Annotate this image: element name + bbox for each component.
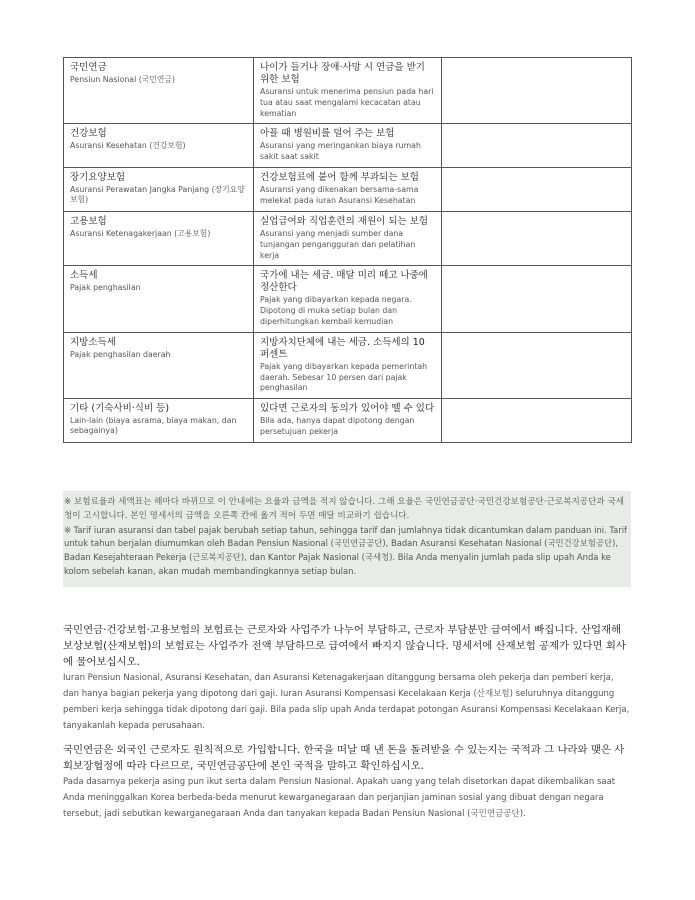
- item-name-cell: [64, 332, 254, 398]
- item-name-cell: [64, 168, 254, 212]
- amount-entry-cell[interactable]: [442, 266, 632, 332]
- item-name-id: Asuransi Kesehatan (건강보험): [70, 141, 186, 151]
- item-desc-kr: 건강보험료에 붙어 함께 부과되는 보험: [260, 172, 419, 184]
- item-desc-cell: [254, 399, 442, 443]
- item-desc-kr: 실업급여와 직업훈련의 재원이 되는 보험: [260, 215, 429, 227]
- item-name-kr: 장기요양보험: [70, 172, 126, 184]
- item-name-kr: 고용보험: [70, 215, 107, 227]
- item-name-kr: 건강보험: [70, 128, 107, 140]
- item-desc-cell: [254, 211, 442, 266]
- deductions-table: [63, 57, 632, 443]
- item-desc-id: Pajak yang dibayarkan kepada negara. Dipotong di muka setiap bulan dan diperhitungkan kembali kemudian: [260, 295, 412, 326]
- item-desc-id: Asuransi yang meringankan biaya rumah sakit saat sakit: [260, 141, 421, 162]
- table-row: [64, 168, 632, 212]
- item-desc-cell: [254, 266, 442, 332]
- item-name-id: Pajak penghasilan: [70, 283, 141, 293]
- item-name-kr: 지방소득세: [70, 336, 116, 348]
- pension-paragraph: [63, 742, 631, 822]
- item-desc-id: Asuransi yang menjadi sumber dana tunjangan pengangguran dan pelatihan kerja: [260, 228, 416, 260]
- item-desc-id: Pajak yang dibayarkan kepada pemerintah daerah. Sebesar 10 persen dari pajak penghasilan: [260, 361, 428, 393]
- amount-entry-cell[interactable]: [442, 124, 632, 168]
- item-name-id: Lain-lain (biaya asrama, biaya makan, dan sebagainya): [70, 416, 237, 435]
- paragraph-text-kr: 국민연금은 외국인 근로자도 원칙적으로 가입합니다. 한국을 떠날 때 낸 돈을 돌려받을 수 있는지는 국적과 그 나라와 맺은 사회보장협정에 따라 다르므로, 국민연금공단에 본인 국적을 말하고 확인하십시오.: [63, 744, 625, 773]
- paragraph-text-id: Iuran Pensiun Nasional, Asuransi Kesehatan, dan Asuransi Ketenagakerjaan ditanggung bersama oleh pekerja dan pemberi kerja, dan hanya bagian pekerja yang dipotong dari gaji. Iuran Asuransi Kompensasi Kecelakaan Kerja (산재보험) seluruhnya ditanggung pemberi kerja sehingga tidak dipotong dari gaji. Bila pada slip upah Anda terdapat potongan Asuransi Kompensasi Kecelakaan Kerja, tanyakanlah kepada perusahaan.: [63, 673, 630, 731]
- item-desc-kr: 아플 때 병원비를 덜어 주는 보험: [260, 128, 395, 140]
- item-name-id: Asuransi Ketenagakerjaan (고용보험): [70, 228, 211, 238]
- table-row: [64, 399, 632, 443]
- item-desc-kr: 지방자치단체에 내는 세금. 소득세의 10 퍼센트: [260, 336, 425, 360]
- item-name-id: Pensiun Nasional (국민연금): [70, 74, 175, 84]
- item-name-kr: 소득세: [70, 270, 98, 282]
- table-row: [64, 211, 632, 266]
- item-desc-cell: [254, 58, 442, 124]
- note-text-kr: ※ 보험료율과 세액표는 해마다 바뀌므로 이 안내에는 요율과 금액을 적지 않습니다. 그해 요율은 국민연금공단·국민건강보험공단·근로복지공단과 국세청이 고시합니다. 본인 명세서의 금액을 오른쪽 칸에 옮겨 적어 두면 매달 비교하기 쉽습니다.: [64, 497, 625, 521]
- item-desc-id: Asuransi yang dikenakan bersama-sama melekat pada iuran Asuransi Kesehatan: [260, 185, 419, 205]
- amount-entry-cell[interactable]: [442, 332, 632, 398]
- item-desc-cell: [254, 124, 442, 168]
- item-desc-kr: 나이가 들거나 장애·사망 시 연금을 받기 위한 보험: [260, 62, 425, 85]
- note-box: [63, 491, 631, 587]
- item-name-kr: 기타 (기숙사비·식비 등): [70, 403, 170, 415]
- item-desc-kr: 국가에 내는 세금. 매달 미리 떼고 나중에 정산한다: [260, 270, 428, 294]
- item-name-cell: [64, 211, 254, 266]
- amount-entry-cell[interactable]: [442, 58, 632, 124]
- item-name-cell: [64, 58, 254, 124]
- table-row: [64, 124, 632, 168]
- table-row: [64, 332, 632, 398]
- item-name-id: Pajak penghasilan daerah: [70, 349, 171, 359]
- item-desc-id: Asuransi untuk menerima pensiun pada hari tua atau saat mengalami kecacatan atau kematian: [260, 86, 434, 118]
- note-text-id: ※ Tarif iuran asuransi dan tabel pajak berubah setiap tahun, sehingga tarif dan jumlahnya tidak dicantumkan dalam panduan ini. Tarif untuk tahun berjalan diumumkan oleh Badan Pensiun Nasional (국민연금공단), Badan Asuransi Kesehatan Nasional (국민건강보험공단), Badan Kesejahteraan Pekerja (근로복지공단), dan Kantor Pajak Nasional (국세청). Bila Anda menyalin jumlah pada slip upah Anda ke kolom sebelah kanan, akan mudah membandingkannya setiap bulan.: [64, 524, 627, 576]
- item-name-id: Asuransi Perawatan Jangka Panjang (장기요양보험): [70, 185, 245, 204]
- amount-entry-cell[interactable]: [442, 168, 632, 212]
- amount-entry-cell[interactable]: [442, 211, 632, 266]
- item-desc-id: Bila ada, hanya dapat dipotong dengan persetujuan pekerja: [260, 416, 415, 437]
- item-desc-kr: 있다면 근로자의 동의가 있어야 뗄 수 있다: [260, 403, 435, 415]
- item-name-cell: [64, 399, 254, 443]
- table-row: [64, 58, 632, 124]
- amount-entry-cell[interactable]: [442, 399, 632, 443]
- item-desc-cell: [254, 332, 442, 398]
- item-name-cell: [64, 124, 254, 168]
- contribution-paragraph: [63, 622, 631, 734]
- item-desc-cell: [254, 168, 442, 212]
- paragraph-text-id: Pada dasarnya pekerja asing pun ikut serta dalam Pensiun Nasional. Apakah uang yang telah disetorkan dapat dikembalikan saat Anda meninggalkan Korea berbeda-beda menurut kewarganegaraan dan perjanjian jaminan sosial yang dibuat dengan negara tersebut, jadi sebutkan kewarganegaraan Anda dan tanyakan kepada Badan Pensiun Nasional (국민연금공단).: [63, 777, 616, 819]
- item-name-kr: 국민연금: [70, 62, 107, 73]
- table-row: [64, 266, 632, 332]
- paragraph-text-kr: 국민연금·건강보험·고용보험의 보험료는 근로자와 사업주가 나누어 부담하고, 근로자 부담분만 급여에서 빠집니다. 산업재해보상보험(산재보험)의 보험료는 사업주가 전액 부담하므로 급여에서 빠지지 않습니다. 명세서에 산재보험 공제가 있다면 회사에 물어보십시오.: [63, 624, 626, 669]
- item-name-cell: [64, 266, 254, 332]
